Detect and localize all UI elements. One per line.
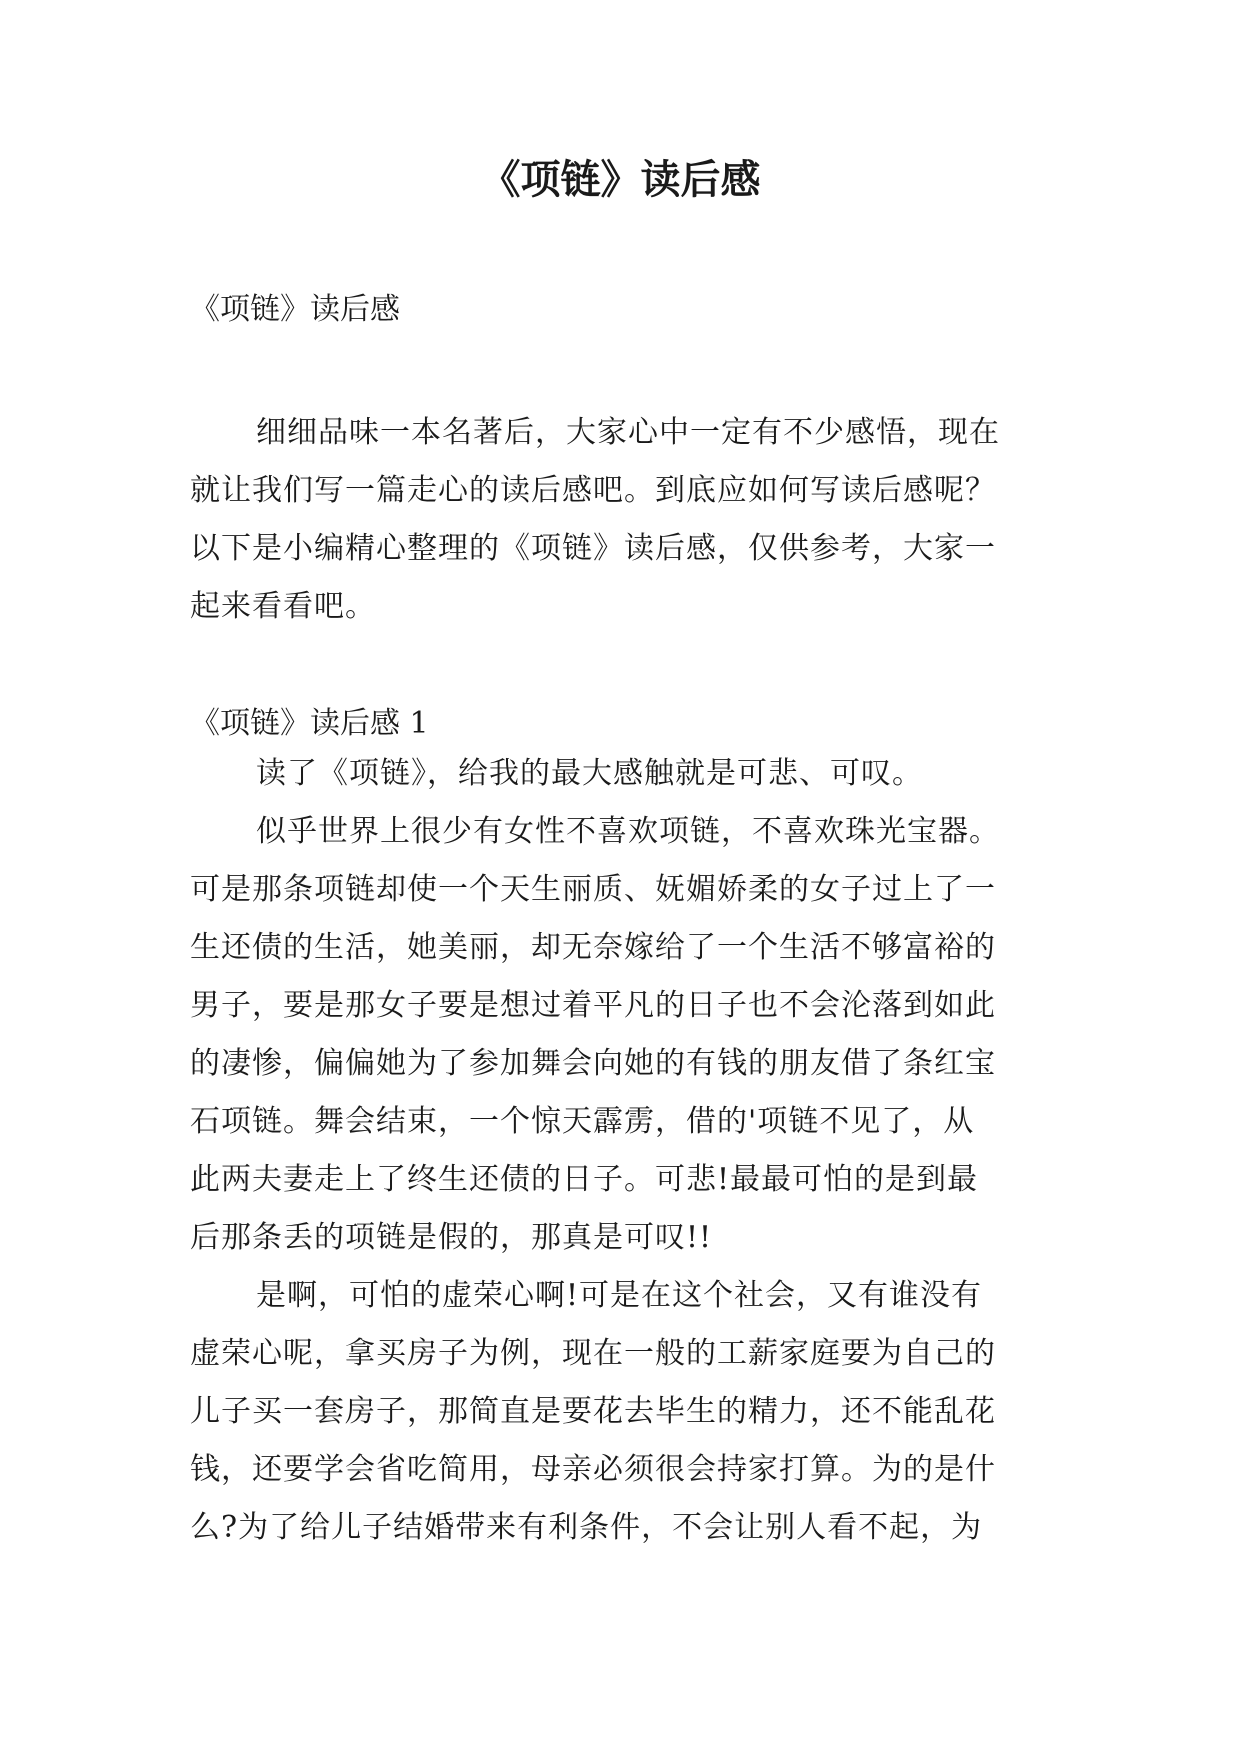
body-line: 虚荣心呢，拿买房子为例，现在一般的工薪家庭要为自己的 <box>190 1336 996 1371</box>
body-line: 的凄惨，偏偏她为了参加舞会向她的有钱的朋友借了条红宝 <box>190 1046 996 1081</box>
document-title: 《项链》读后感 <box>480 157 761 203</box>
body-line: 儿子买一套房子，那简直是要花去毕生的精力，还不能乱花 <box>190 1394 996 1429</box>
essay-body <box>190 745 1050 1557</box>
body-line: 可是那条项链却使一个天生丽质、妩媚娇柔的女子过上了一 <box>190 872 996 907</box>
body-line: 么?为了给儿子结婚带来有利条件，不会让别人看不起，为 <box>190 1510 983 1545</box>
body-line: 钱，还要学会省吃简用，母亲必须很会持家打算。为的是什 <box>190 1452 996 1487</box>
body-line: 生还债的生活，她美丽，却无奈嫁给了一个生活不够富裕的 <box>190 930 996 965</box>
body-line: 是啊，可怕的虚荣心啊!可是在这个社会，又有谁没有 <box>256 1278 983 1313</box>
body-line: 后那条丢的项链是假的，那真是可叹!! <box>190 1220 713 1255</box>
intro-line: 以下是小编精心整理的《项链》读后感，仅供参考，大家一 <box>190 531 996 566</box>
intro-line: 起来看看吧。 <box>190 589 376 624</box>
document-subtitle: 《项链》读后感 <box>190 292 400 327</box>
body-line: 似乎世界上很少有女性不喜欢项链，不喜欢珠光宝器。 <box>256 814 1000 849</box>
body-line: 读了《项链》，给我的最大感触就是可悲、可叹。 <box>256 756 923 791</box>
intro-line: 就让我们写一篇走心的读后感吧。到底应如何写读后感呢？ <box>190 473 996 508</box>
intro-paragraph <box>190 404 1050 636</box>
body-line: 石项链。舞会结束，一个惊天霹雳，借的'项链不见了，从 <box>190 1104 975 1139</box>
intro-line: 细细品味一本名著后，大家心中一定有不少感悟，现在 <box>256 415 1000 450</box>
section-heading: 《项链》读后感 1 <box>190 706 429 741</box>
body-line: 此两夫妻走上了终生还债的日子。可悲!最最可怕的是到最 <box>190 1162 979 1197</box>
body-line: 男子，要是那女子要是想过着平凡的日子也不会沦落到如此 <box>190 988 996 1023</box>
